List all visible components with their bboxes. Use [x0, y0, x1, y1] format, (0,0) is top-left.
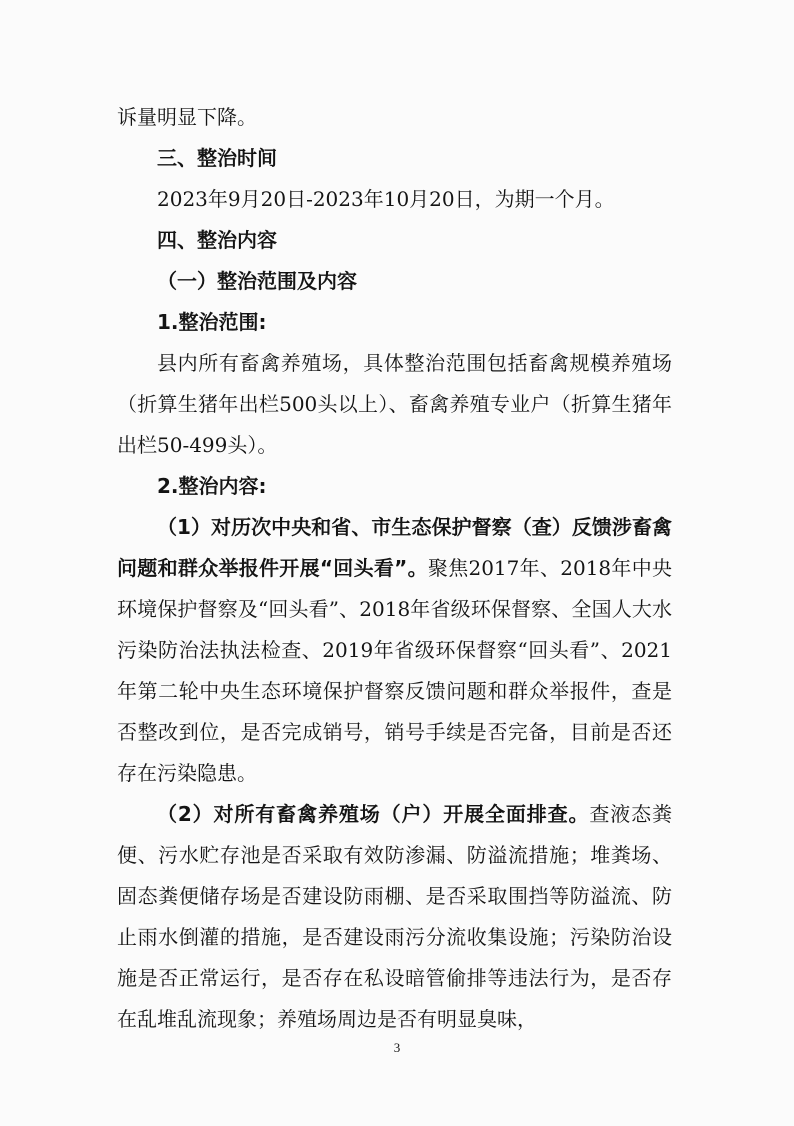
paragraph-item-2-body: 查液态粪便、污水贮存池是否采取有效防渗漏、防溢流措施；堆粪场、固态粪便储存场是否建设防雨棚、是否采取围挡等防溢流、防止雨水倒灌的措施，是否建设雨污分流收集设施；污染防治设施是否正常运行，是否存在私设暗管偷排等违法行为，是否存在乱堆乱流现象；养殖场周边是否有明显臭味， [117, 802, 672, 1031]
paragraph-item-1-body: 聚焦2017年、2018年中央环境保护督察及“回头看”、2018年省级环保督察、全国人大水污染防治法执法检查、2019年省级环保督察“回头看”、2021年第二轮中央生态环境保护督察反馈问题和群众举报件，查是否整改到位，是否完成销号，销号手续是否完备，目前是否还存在污染隐患。 [117, 556, 673, 785]
section-heading-content: 四、整治内容 [157, 228, 277, 252]
page-number: 3 [393, 1040, 401, 1055]
subsection-heading-scope: （一）整治范围及内容 [157, 269, 357, 293]
paragraph-item-1 [117, 507, 672, 794]
paragraph-period: 2023年9月20日-2023年10月20日，为期一个月。 [157, 187, 615, 211]
section-heading-time: 三、整治时间 [157, 146, 277, 170]
item-heading-scope: 1.整治范围: [157, 310, 267, 334]
body-text [117, 97, 672, 1040]
paragraph-item-1-lead: （1）对历次中央和省、市生态保护督察（查）反馈涉畜禽问题和群众举报件开展“回头看”。 [117, 515, 672, 580]
item-heading-content: 2.整治内容: [157, 474, 267, 498]
paragraph-scope: 县内所有畜禽养殖场，具体整治范围包括畜禽规模养殖场（折算生猪年出栏500头以上）、畜禽养殖专业户（折算生猪年出栏50-499头）。 [117, 351, 672, 457]
paragraph-continuation: 诉量明显下降。 [117, 105, 257, 129]
paragraph-item-2-lead: （2）对所有畜禽养殖场（户）开展全面排查。 [157, 802, 590, 826]
paragraph-item-2 [117, 794, 672, 1040]
